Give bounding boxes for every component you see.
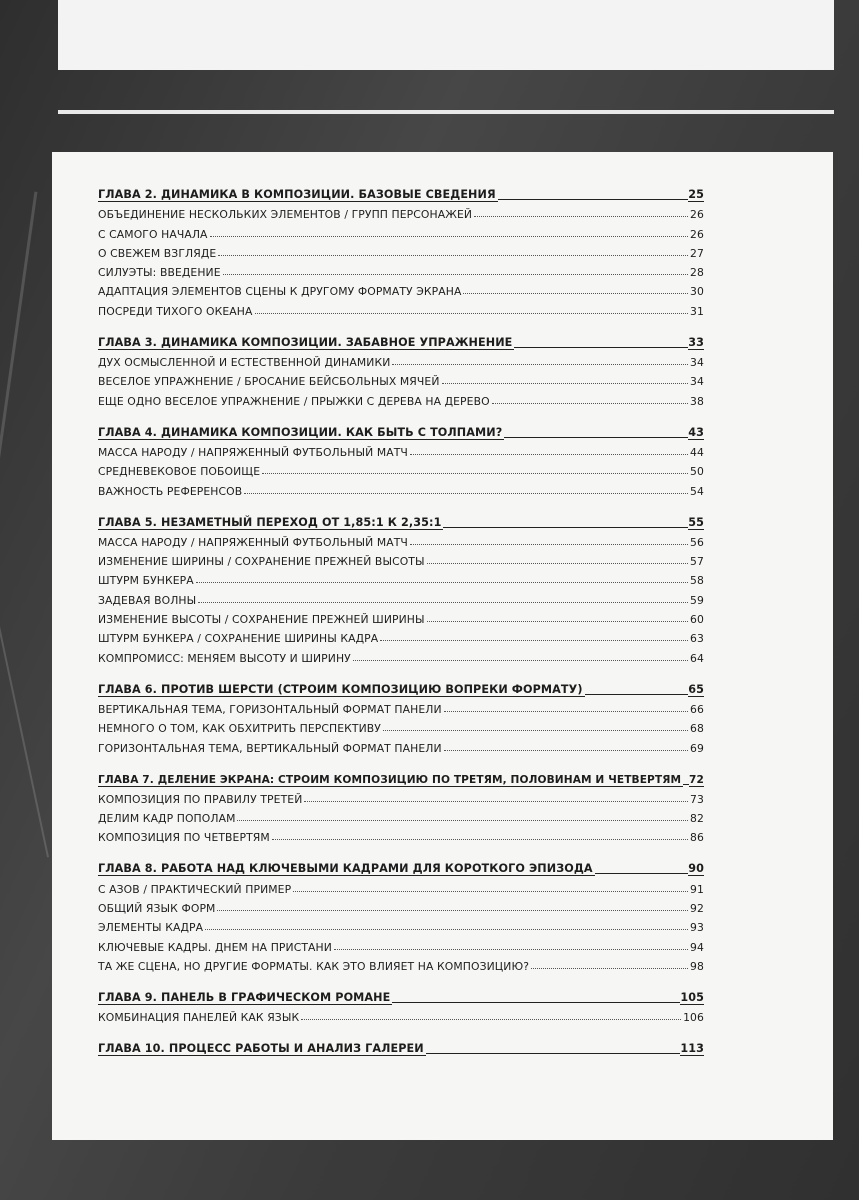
entry-title: АДАПТАЦИЯ ЭЛЕМЕНТОВ СЦЕНЫ К ДРУГОМУ ФОРМАТУ ЭКРАНА (98, 285, 462, 299)
dot-leader (272, 839, 688, 840)
entry-title: ДЕЛИМ КАДР ПОПОЛАМ (98, 812, 236, 826)
toc-entry (98, 876, 704, 895)
toc-chapter (98, 420, 704, 498)
toc-page (52, 152, 833, 1140)
entry-page-number: 93 (690, 921, 704, 935)
dot-leader (198, 602, 688, 603)
chapter-page-number: 90 (688, 862, 704, 876)
entry-page-number: 64 (690, 651, 704, 665)
entry-title: КОМПРОМИСС: МЕНЯЕМ ВЫСОТУ И ШИРИНУ (98, 651, 351, 665)
toc-chapter (98, 767, 704, 845)
dot-leader (442, 383, 689, 384)
chapter-title: ГЛАВА 8. РАБОТА НАД КЛЮЧЕВЫМИ КАДРАМИ ДЛЯ КОРОТКОГО ЭПИЗОДА (98, 862, 593, 876)
dot-leader (218, 255, 688, 256)
toc-entry (98, 478, 704, 497)
chapter-page-number: 25 (688, 188, 704, 201)
entry-title: КЛЮЧЕВЫЕ КАДРЫ. ДНЕМ НА ПРИСТАНИ (98, 940, 332, 954)
toc-entry (98, 221, 704, 240)
leader-line (585, 694, 689, 695)
entry-page-number: 50 (690, 465, 704, 479)
chapter-heading (98, 985, 704, 1005)
dot-leader (205, 929, 688, 930)
entry-title: КОМПОЗИЦИЯ ПО ЧЕТВЕРТЯМ (98, 831, 270, 845)
toc-entry (98, 530, 704, 549)
dot-leader (304, 801, 688, 802)
table-of-contents (98, 182, 704, 1068)
toc-entry (98, 241, 704, 260)
dot-leader (444, 711, 688, 712)
dot-leader (474, 216, 688, 217)
chapter-title: ГЛАВА 6. ПРОТИВ ШЕРСТИ (СТРОИМ КОМПОЗИЦИЮ ВОПРЕКИ ФОРМАТУ) (98, 682, 583, 696)
toc-entry (98, 568, 704, 587)
toc-entry (98, 697, 704, 716)
dot-leader (353, 660, 688, 661)
dot-leader (383, 730, 688, 731)
leader-line (392, 1002, 680, 1003)
dot-leader (334, 949, 688, 950)
dot-leader (410, 454, 688, 455)
entry-title: ОБЩИЙ ЯЗЫК ФОРМ (98, 902, 216, 916)
entry-page-number: 69 (690, 741, 704, 755)
entry-title: ЗАДЕВАЯ ВОЛНЫ (98, 593, 197, 607)
chapter-heading (98, 510, 704, 530)
dot-leader (492, 403, 688, 404)
chapter-page-number: 43 (688, 425, 704, 439)
toc-entry (98, 260, 704, 279)
entry-page-number: 63 (690, 632, 704, 646)
toc-entry (98, 735, 704, 754)
entry-title: МАССА НАРОДУ / НАПРЯЖЕННЫЙ ФУТБОЛЬНЫЙ МАТЧ (98, 445, 408, 459)
dot-leader (463, 293, 688, 294)
chapter-heading (98, 330, 704, 350)
page-divider-line (58, 110, 834, 114)
entry-title: МАССА НАРОДУ / НАПРЯЖЕННЫЙ ФУТБОЛЬНЫЙ МАТЧ (98, 535, 408, 549)
entry-title: ЕЩЕ ОДНО ВЕСЕЛОЕ УПРАЖНЕНИЕ / ПРЫЖКИ С ДЕРЕВА НА ДЕРЕВО (98, 394, 490, 408)
chapter-page-number: 55 (688, 515, 704, 529)
dot-leader (237, 820, 688, 821)
entry-title: КОМПОЗИЦИЯ ПО ПРАВИЛУ ТРЕТЕЙ (98, 792, 303, 806)
entry-title: ИЗМЕНЕНИЕ ШИРИНЫ / СОХРАНЕНИЕ ПРЕЖНЕЙ ВЫСОТЫ (98, 555, 425, 569)
entry-page-number: 92 (690, 902, 704, 916)
toc-chapter (98, 510, 704, 665)
dot-leader (255, 313, 689, 314)
entry-title: КОМБИНАЦИЯ ПАНЕЛЕЙ КАК ЯЗЫК (98, 1011, 300, 1025)
chapter-title: ГЛАВА 3. ДИНАМИКА КОМПОЗИЦИИ. ЗАБАВНОЕ УПРАЖНЕНИЕ (98, 335, 513, 349)
toc-entry (98, 915, 704, 934)
toc-entry (98, 202, 704, 221)
entry-title: ИЗМЕНЕНИЕ ВЫСОТЫ / СОХРАНЕНИЕ ПРЕЖНЕЙ ШИРИНЫ (98, 613, 425, 627)
entry-title: С САМОГО НАЧАЛА (98, 227, 208, 241)
toc-entry (98, 626, 704, 645)
dot-leader (301, 1019, 681, 1020)
entry-page-number: 26 (690, 227, 704, 241)
toc-entry (98, 350, 704, 369)
entry-page-number: 66 (690, 702, 704, 716)
entry-page-number: 106 (683, 1011, 704, 1025)
toc-entry (98, 459, 704, 478)
entry-page-number: 44 (690, 445, 704, 459)
entry-title: ЭЛЕМЕНТЫ КАДРА (98, 921, 204, 935)
entry-title: ШТУРМ БУНКЕРА / СОХРАНЕНИЕ ШИРИНЫ КАДРА (98, 632, 379, 646)
toc-entry (98, 279, 704, 298)
entry-title: ГОРИЗОНТАЛЬНАЯ ТЕМА, ВЕРТИКАЛЬНЫЙ ФОРМАТ ПАНЕЛИ (98, 741, 442, 755)
toc-entry (98, 587, 704, 606)
entry-page-number: 86 (690, 831, 704, 845)
leader-line (426, 1053, 681, 1054)
dot-leader (427, 563, 688, 564)
dot-leader (217, 910, 688, 911)
toc-entry (98, 440, 704, 459)
toc-entry (98, 934, 704, 953)
chapter-page-number: 72 (689, 773, 704, 786)
dot-leader (196, 582, 688, 583)
toc-entry (98, 716, 704, 735)
entry-page-number: 98 (690, 959, 704, 973)
entry-title: СРЕДНЕВЕКОВОЕ ПОБОИЩЕ (98, 465, 261, 479)
leader-line (443, 527, 688, 528)
entry-title: ПОСРЕДИ ТИХОГО ОКЕАНА (98, 304, 253, 318)
entry-page-number: 30 (690, 285, 704, 299)
toc-entry (98, 787, 704, 806)
toc-chapter (98, 856, 704, 972)
entry-page-number: 91 (690, 882, 704, 896)
entry-page-number: 31 (690, 304, 704, 318)
dot-leader (244, 493, 688, 494)
entry-title: ВЕРТИКАЛЬНАЯ ТЕМА, ГОРИЗОНТАЛЬНЫЙ ФОРМАТ ПАНЕЛИ (98, 702, 442, 716)
entry-page-number: 38 (690, 394, 704, 408)
dot-leader (293, 891, 688, 892)
entry-title: С АЗОВ / ПРАКТИЧЕСКИЙ ПРИМЕР (98, 882, 292, 896)
leader-line (595, 873, 689, 874)
chapter-title: ГЛАВА 5. НЕЗАМЕТНЫЙ ПЕРЕХОД ОТ 1,85:1 К 2,35:1 (98, 515, 442, 529)
entry-page-number: 57 (690, 555, 704, 569)
toc-entry (98, 298, 704, 317)
entry-title: ВАЖНОСТЬ РЕФЕРЕНСОВ (98, 484, 243, 498)
entry-title: ТА ЖЕ СЦЕНА, НО ДРУГИЕ ФОРМАТЫ. КАК ЭТО ВЛИЯЕТ НА КОМПОЗИЦИЮ? (98, 959, 530, 973)
chapter-page-number: 105 (680, 990, 704, 1004)
chapter-title: ГЛАВА 9. ПАНЕЛЬ В ГРАФИЧЕСКОМ РОМАНЕ (98, 990, 391, 1004)
entry-title: НЕМНОГО О ТОМ, КАК ОБХИТРИТЬ ПЕРСПЕКТИВУ (98, 722, 381, 736)
entry-title: ВЕСЕЛОЕ УПРАЖНЕНИЕ / БРОСАНИЕ БЕЙСБОЛЬНЫХ МЯЧЕЙ (98, 375, 440, 389)
entry-page-number: 58 (690, 574, 704, 588)
entry-page-number: 59 (690, 593, 704, 607)
previous-page-edge (58, 0, 834, 70)
entry-title: ШТУРМ БУНКЕРА (98, 574, 194, 588)
toc-entry (98, 806, 704, 825)
leader-line (504, 437, 688, 438)
toc-entry (98, 549, 704, 568)
toc-entry (98, 645, 704, 664)
entry-page-number: 68 (690, 722, 704, 736)
entry-page-number: 27 (690, 246, 704, 260)
chapter-heading (98, 856, 704, 876)
toc-chapter (98, 1036, 704, 1056)
entry-page-number: 34 (690, 375, 704, 389)
chapter-heading (98, 182, 704, 202)
chapter-title: ГЛАВА 10. ПРОЦЕСС РАБОТЫ И АНАЛИЗ ГАЛЕРЕИ (98, 1042, 424, 1056)
entry-page-number: 54 (690, 484, 704, 498)
entry-page-number: 82 (690, 812, 704, 826)
entry-page-number: 60 (690, 613, 704, 627)
chapter-title: ГЛАВА 2. ДИНАМИКА В КОМПОЗИЦИИ. БАЗОВЫЕ СВЕДЕНИЯ (98, 188, 496, 201)
dot-leader (380, 640, 688, 641)
chapter-page-number: 33 (688, 335, 704, 349)
toc-entry (98, 954, 704, 973)
toc-entry (98, 607, 704, 626)
entry-title: ДУХ ОСМЫСЛЕННОЙ И ЕСТЕСТВЕННОЙ ДИНАМИКИ (98, 356, 391, 370)
entry-page-number: 94 (690, 940, 704, 954)
toc-chapter (98, 330, 704, 408)
dot-leader (262, 473, 688, 474)
chapter-heading (98, 1036, 704, 1056)
leader-line (498, 199, 689, 200)
dot-leader (410, 544, 688, 545)
dot-leader (427, 621, 688, 622)
dot-leader (444, 750, 688, 751)
dot-leader (531, 968, 688, 969)
chapter-heading (98, 677, 704, 697)
toc-entry (98, 896, 704, 915)
entry-page-number: 73 (690, 792, 704, 806)
entry-page-number: 26 (690, 208, 704, 222)
entry-page-number: 28 (690, 266, 704, 280)
chapter-title: ГЛАВА 7. ДЕЛЕНИЕ ЭКРАНА: СТРОИМ КОМПОЗИЦИЮ ПО ТРЕТЯМ, ПОЛОВИНАМ И ЧЕТВЕРТЯМ (98, 773, 682, 786)
toc-entry (98, 388, 704, 407)
entry-page-number: 34 (690, 356, 704, 370)
toc-entry (98, 369, 704, 388)
dot-leader (210, 236, 689, 237)
entry-title: СИЛУЭТЫ: ВВЕДЕНИЕ (98, 266, 221, 280)
toc-entry (98, 1005, 704, 1024)
toc-chapter (98, 182, 704, 318)
entry-title: О СВЕЖЕМ ВЗГЛЯДЕ (98, 246, 217, 260)
chapter-page-number: 113 (680, 1042, 704, 1056)
dot-leader (392, 364, 688, 365)
leader-line (514, 347, 688, 348)
entry-page-number: 56 (690, 535, 704, 549)
chapter-heading (98, 420, 704, 440)
toc-entry (98, 825, 704, 844)
chapter-title: ГЛАВА 4. ДИНАМИКА КОМПОЗИЦИИ. КАК БЫТЬ С ТОЛПАМИ? (98, 425, 503, 439)
chapter-heading (98, 767, 704, 787)
entry-title: ОБЪЕДИНЕНИЕ НЕСКОЛЬКИХ ЭЛЕМЕНТОВ / ГРУПП ПЕРСОНАЖЕЙ (98, 208, 473, 222)
chapter-page-number: 65 (688, 682, 704, 696)
toc-chapter (98, 677, 704, 755)
toc-chapter (98, 985, 704, 1024)
dot-leader (223, 274, 688, 275)
